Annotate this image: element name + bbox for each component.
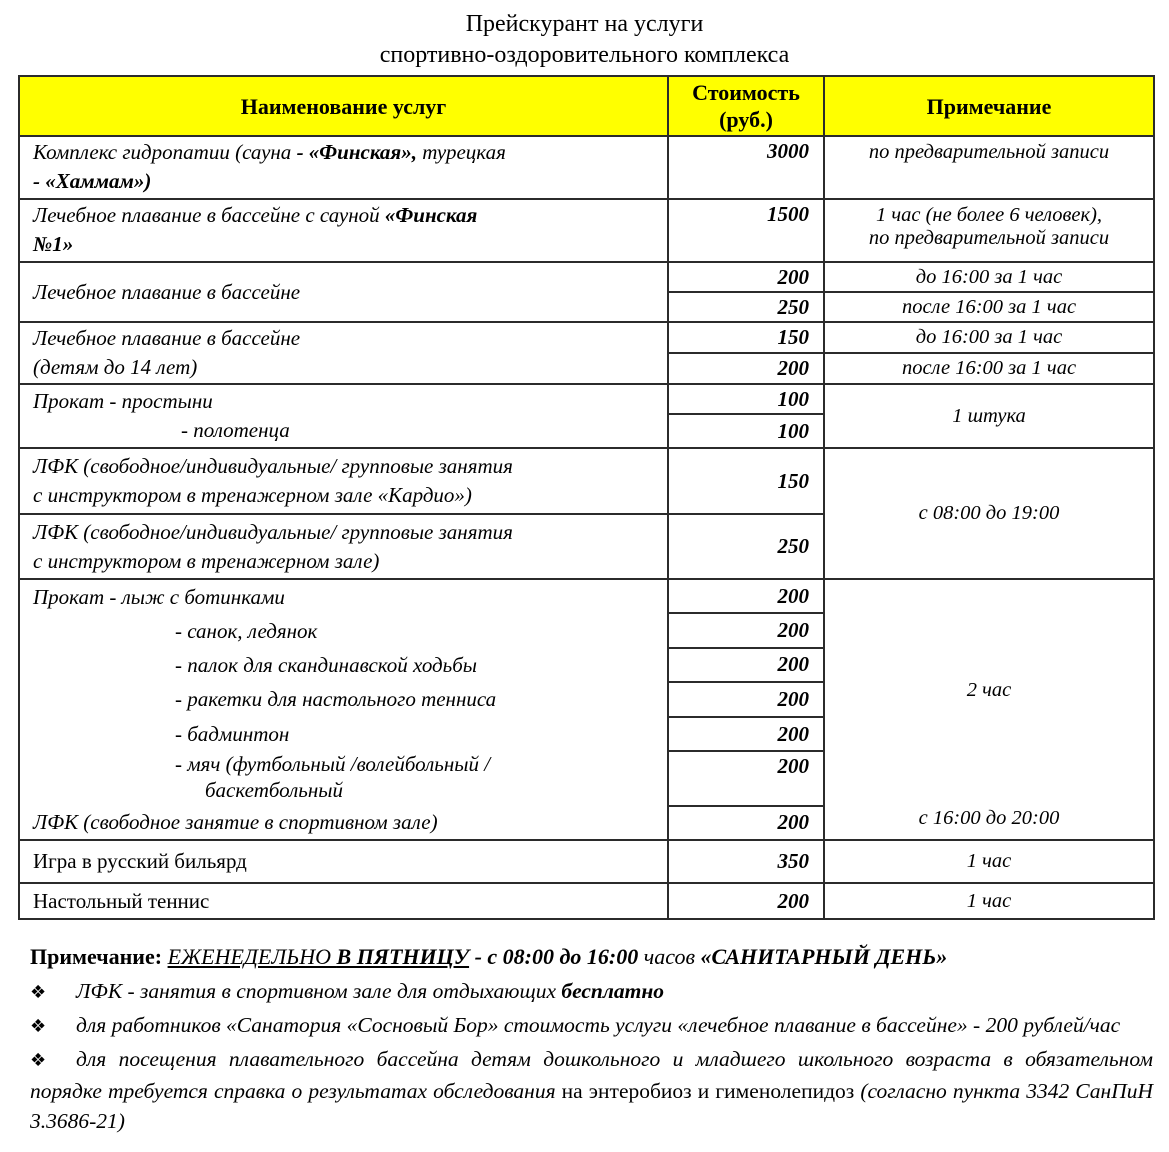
service-name-line1: Прокат - простыни: [33, 389, 213, 413]
price-cell: 200: [668, 648, 824, 682]
note-cell: до 16:00 за 1 час: [824, 262, 1154, 292]
footnote-bullet-1: [30, 976, 1153, 1008]
service-name-cell: [19, 448, 668, 514]
note-cell: после 16:00 за 1 час: [824, 292, 1154, 322]
price-table: [18, 75, 1155, 920]
price-cell: 3000: [668, 136, 824, 199]
rental-note-wrap: [825, 580, 1153, 836]
footnotes-section: [30, 942, 1153, 1136]
price-cell: 100: [668, 384, 824, 414]
price-cell: 200: [668, 579, 824, 613]
service-name-bold: - «Хаммам»): [33, 169, 152, 193]
service-name-text: турецкая: [417, 140, 506, 164]
header-note: Примечание: [824, 76, 1154, 136]
price-cell: 250: [668, 292, 824, 322]
footnote-bullet-2: [30, 1010, 1153, 1042]
table-row: [19, 883, 1154, 919]
service-name-text: Комплекс гидропатии (сауна: [33, 140, 297, 164]
rental-line: ЛФК (свободное занятие в спортивном зале): [33, 809, 438, 834]
price-cell: 1500: [668, 199, 824, 262]
note-cell: с 08:00 до 19:00: [824, 448, 1154, 579]
note-cell: [824, 199, 1154, 262]
note-line1: 1 час (не более 6 человек),: [875, 204, 1103, 226]
bullet-diamond-icon: ❖: [30, 982, 47, 1003]
price-cell: 200: [668, 806, 824, 840]
note-cell: после 16:00 за 1 час: [824, 353, 1154, 384]
price-cell: 200: [668, 613, 824, 647]
footnote-3-italic1: для посещения плавательного бассейна детям дошкольного и младшего школьного возраста в обязательном порядке требуется справка о результатах обследования: [30, 1047, 1153, 1103]
table-row: [19, 199, 1154, 262]
price-cell: 350: [668, 840, 824, 883]
price-cell: 200: [668, 353, 824, 384]
bullet-diamond-icon: ❖: [30, 1016, 47, 1037]
service-name-line2: с инструктором в тренажерном зале): [33, 548, 380, 573]
note-cell: 1 штука: [824, 384, 1154, 448]
table-row: [19, 579, 1154, 613]
note-cell: по предварительной записи: [824, 136, 1154, 199]
price-cell: 150: [668, 322, 824, 353]
note-cell: до 16:00 за 1 час: [824, 322, 1154, 353]
service-name-line1: ЛФК (свободное/индивидуальные/ групповые занятия: [33, 454, 513, 478]
service-name-bold: - «Финская»,: [296, 140, 418, 164]
price-cell: 250: [668, 514, 824, 579]
service-name-bold: №1»: [33, 232, 74, 256]
footnote-heading: [30, 942, 1153, 972]
rental-note-top: 2 час: [966, 678, 1012, 701]
footnote-3-upright: на энтеробиоз и гименолепидоз: [561, 1079, 861, 1103]
footnote-2-text: для работников «Санатория «Сосновый Бор» стоимость услуги «лечебное плавание в бассейне» - 200 рублей/час: [76, 1013, 1121, 1037]
service-name-cell: [19, 322, 668, 384]
service-name-cell: [19, 136, 668, 199]
rental-line: - ракетки для настольного тенниса: [175, 687, 497, 711]
price-cell: 200: [668, 883, 824, 919]
service-name-bold: «Финская: [384, 203, 478, 227]
footnote-bullet-3: [30, 1044, 1153, 1136]
service-name-text: Лечебное плавание в бассейне с сауной: [33, 203, 385, 227]
page-title: [0, 0, 1169, 71]
footnote-heading-time: - с 08:00 до 16:00: [469, 944, 644, 969]
header-price-line1: Стоимость: [692, 80, 800, 105]
price-cell: 200: [668, 262, 824, 292]
footnote-heading-underlined-normal: ЕЖЕНЕДЕЛЬНО: [167, 944, 337, 969]
header-price-line2: (руб.): [719, 107, 773, 132]
rental-line: - санок, ледянок: [175, 618, 318, 643]
rental-line: - палок для скандинавской ходьбы: [175, 652, 478, 677]
bullet-diamond-icon: ❖: [30, 1050, 47, 1071]
price-cell: 200: [668, 717, 824, 751]
service-name-line1: Лечебное плавание в бассейне: [33, 326, 301, 350]
service-name-cell: [19, 384, 668, 448]
note-cell: [824, 579, 1154, 840]
header-service-name: Наименование услуг: [19, 76, 668, 136]
footnote-heading-underlined: [168, 944, 469, 969]
price-cell: 150: [668, 448, 824, 514]
table-row: [19, 840, 1154, 883]
page-title-line1: Прейскурант на услуги: [465, 11, 704, 37]
note-cell: 1 час: [824, 883, 1154, 919]
header-price: [668, 76, 824, 136]
note-cell: 1 час: [824, 840, 1154, 883]
rental-line-part2: баскетбольный: [205, 778, 344, 802]
footnote-heading-sanitary: «САНИТАРНЫЙ ДЕНЬ»: [700, 944, 948, 969]
rental-line: Прокат - лыж с ботинками: [33, 584, 285, 609]
table-header-row: [19, 76, 1154, 136]
footnote-heading-word: часов: [643, 944, 701, 969]
service-name-cell: Лечебное плавание в бассейне: [19, 262, 668, 322]
rental-note-bottom: с 16:00 до 20:00: [918, 806, 1060, 829]
table-row: [19, 136, 1154, 199]
note-line2: по предварительной записи: [868, 227, 1110, 249]
rental-line: - бадминтон: [175, 721, 290, 746]
table-row: [19, 448, 1154, 514]
table-row: [19, 322, 1154, 353]
footnote-heading-label: Примечание:: [30, 944, 163, 969]
service-name-line2: (детям до 14 лет): [33, 355, 198, 379]
table-row: [19, 384, 1154, 414]
service-name-cell: Настольный теннис: [19, 883, 668, 919]
table-row: [19, 262, 1154, 292]
service-name-line2: с инструктором в тренажерном зале «Кардио»): [33, 483, 472, 507]
service-name-line1: ЛФК (свободное/индивидуальные/ групповые занятия: [33, 519, 513, 544]
footnote-1-bold: бесплатно: [561, 979, 665, 1003]
service-name-cell: [19, 514, 668, 579]
price-cell: 200: [668, 751, 824, 805]
footnote-heading-underlined-bold: В ПЯТНИЦУ: [336, 944, 470, 969]
service-name-cell: [19, 579, 668, 840]
service-name-cell: [19, 199, 668, 262]
service-name-cell: Игра в русский бильярд: [19, 840, 668, 883]
service-name-line2: - полотенца: [181, 418, 290, 442]
footnote-1-text: ЛФК - занятия в спортивном зале для отдыхающих: [76, 979, 562, 1003]
rental-line: [20, 751, 667, 805]
price-cell: 100: [668, 414, 824, 448]
price-cell: 200: [668, 682, 824, 717]
page-title-line2: спортивно-оздоровительного комплекса: [379, 42, 790, 68]
rental-line-part1: - мяч (футбольный /волейбольный /: [175, 752, 491, 776]
footnote-3-italic2: (согласно пункта 3342 СанПиН 3.3686-21): [30, 1079, 1153, 1133]
